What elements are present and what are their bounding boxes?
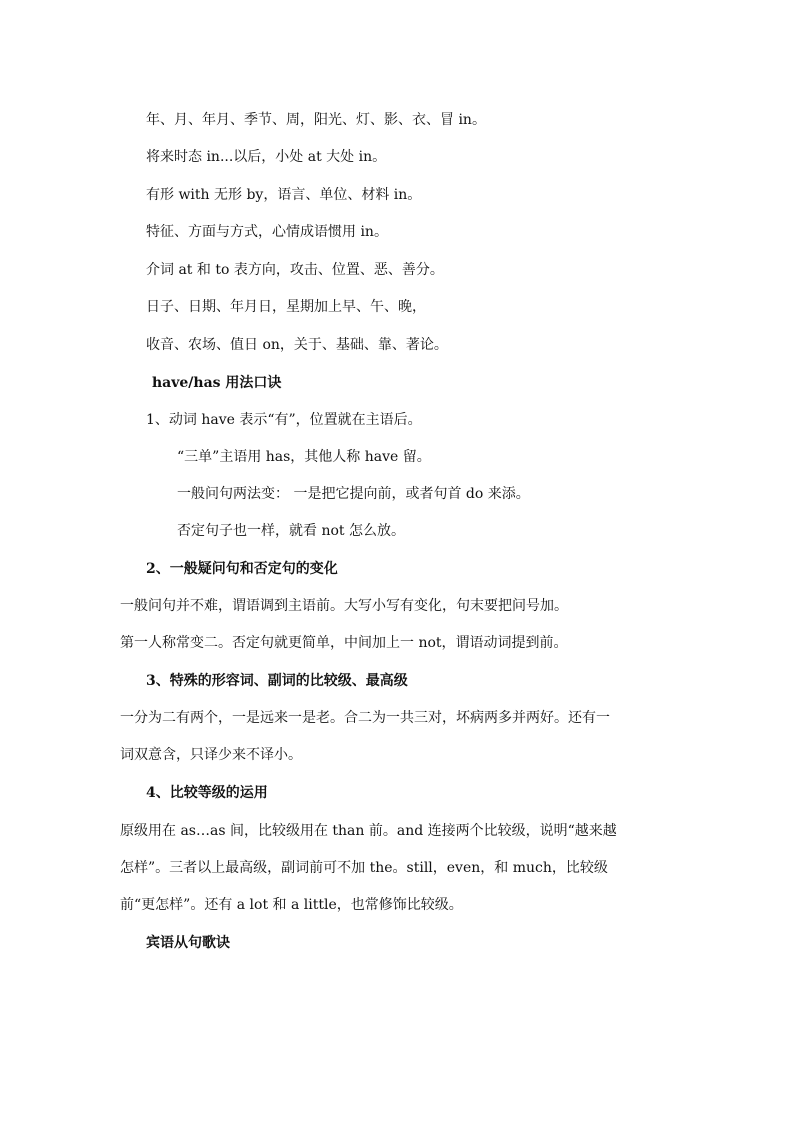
section-4-heading: 4、比较等级的运用 bbox=[146, 785, 268, 801]
have-point-1: 1、动词 have 表示“有”，位置就在主语后。 bbox=[146, 412, 422, 428]
prep-line-3: 有形 with 无形 by，语言、单位、材料 in。 bbox=[146, 187, 422, 203]
object-clause-heading: 宾语从句歌诀 bbox=[146, 935, 230, 951]
have-sub-3: 否定句子也一样，就看 not 怎么放。 bbox=[177, 523, 405, 539]
section-3-heading: 3、特殊的形容词、副词的比较级、最高级 bbox=[146, 673, 408, 689]
have-sub-1: “三单”主语用 has，其他人称 have 留。 bbox=[177, 449, 431, 465]
prep-line-2: 将来时态 in...以后，小处 at 大处 in。 bbox=[146, 149, 387, 165]
section-4-line-2: 怎样”。三者以上最高级，副词前可不加 the。still，even，和 much，比较级 bbox=[120, 860, 608, 876]
prep-line-1: 年、月、年月、季节、周，阳光、灯、影、衣、冒 in。 bbox=[146, 112, 486, 128]
prep-line-4: 特征、方面与方式，心情成语惯用 in。 bbox=[146, 224, 388, 240]
prep-line-6: 日子、日期、年月日，星期加上早、午、晚， bbox=[146, 299, 426, 315]
have-sub-2: 一般问句两法变： 一是把它提向前，或者句首 do 来添。 bbox=[177, 486, 530, 502]
section-3-line-2: 词双意含，只译少来不译小。 bbox=[120, 747, 302, 763]
prep-line-5: 介词 at 和 to 表方向，攻击、位置、恶、善分。 bbox=[146, 262, 444, 278]
section-4-line-3: 前“更怎样”。还有 a lot 和 a little，也常修饰比较级。 bbox=[120, 897, 463, 913]
section-2-line-2: 第一人称常变二。否定句就更简单，中间加上一 not，谓语动词提到前。 bbox=[120, 635, 568, 651]
have-has-heading: have/has 用法口诀 bbox=[152, 375, 282, 391]
section-2-line-1: 一般问句并不难，谓语调到主语前。大写小写有变化，句末要把问号加。 bbox=[120, 598, 568, 614]
section-2-heading: 2、一般疑问句和否定句的变化 bbox=[146, 561, 338, 577]
section-4-line-1: 原级用在 as…as 间，比较级用在 than 前。and 连接两个比较级，说明“越来越 bbox=[120, 823, 617, 839]
prep-line-7: 收音、农场、值日 on，关于、基础、靠、著论。 bbox=[146, 337, 448, 353]
section-3-line-1: 一分为二有两个，一是远来一是老。合二为一共三对，坏病两多并两好。还有一 bbox=[120, 710, 610, 726]
